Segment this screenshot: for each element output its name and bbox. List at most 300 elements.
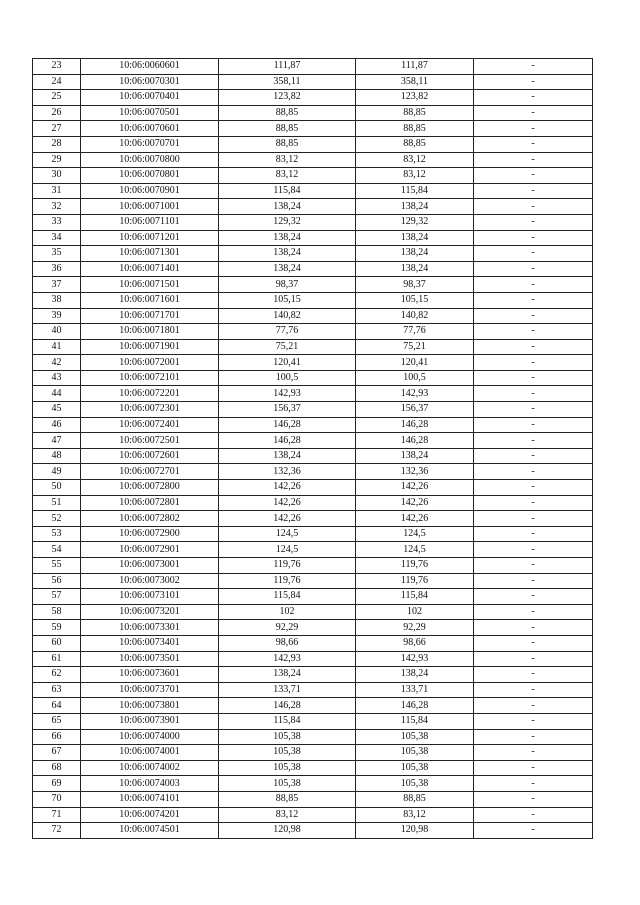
table-row (33, 698, 593, 714)
row-number-cell: 62 (33, 667, 81, 683)
row-number-cell: 46 (33, 417, 81, 433)
row-number-cell: 65 (33, 713, 81, 729)
row-number-cell: 43 (33, 370, 81, 386)
value-b-cell: 138,24 (356, 448, 474, 464)
row-number-cell: 42 (33, 355, 81, 371)
cadastral-code-cell: 10:06:0073901 (81, 713, 219, 729)
note-cell: - (474, 448, 593, 464)
cadastral-code-cell: 10:06:0074001 (81, 745, 219, 761)
value-b-cell: 83,12 (356, 168, 474, 184)
value-a-cell: 138,24 (219, 246, 356, 262)
note-cell: - (474, 433, 593, 449)
value-b-cell: 142,26 (356, 480, 474, 496)
value-a-cell: 133,71 (219, 682, 356, 698)
value-a-cell: 88,85 (219, 136, 356, 152)
value-b-cell: 115,84 (356, 589, 474, 605)
row-number-cell: 50 (33, 480, 81, 496)
row-number-cell: 36 (33, 261, 81, 277)
table-row (33, 682, 593, 698)
value-a-cell: 120,98 (219, 823, 356, 839)
note-cell: - (474, 464, 593, 480)
note-cell: - (474, 620, 593, 636)
cadastral-code-cell: 10:06:0073201 (81, 604, 219, 620)
table-row (33, 667, 593, 683)
value-b-cell: 83,12 (356, 152, 474, 168)
cadastral-code-cell: 10:06:0074501 (81, 823, 219, 839)
cadastral-code-cell: 10:06:0073701 (81, 682, 219, 698)
row-number-cell: 38 (33, 292, 81, 308)
row-number-cell: 48 (33, 448, 81, 464)
note-cell: - (474, 402, 593, 418)
note-cell: - (474, 495, 593, 511)
value-a-cell: 119,76 (219, 573, 356, 589)
table-row (33, 745, 593, 761)
value-a-cell: 83,12 (219, 168, 356, 184)
value-b-cell: 138,24 (356, 667, 474, 683)
value-a-cell: 88,85 (219, 791, 356, 807)
note-cell: - (474, 324, 593, 340)
row-number-cell: 25 (33, 90, 81, 106)
table-row (33, 589, 593, 605)
row-number-cell: 41 (33, 339, 81, 355)
value-a-cell: 142,93 (219, 386, 356, 402)
value-b-cell: 88,85 (356, 136, 474, 152)
cadastral-code-cell: 10:06:0072101 (81, 370, 219, 386)
note-cell: - (474, 214, 593, 230)
value-a-cell: 120,41 (219, 355, 356, 371)
value-a-cell: 146,28 (219, 698, 356, 714)
note-cell: - (474, 760, 593, 776)
cadastral-code-cell: 10:06:0073301 (81, 620, 219, 636)
note-cell: - (474, 776, 593, 792)
cadastral-code-cell: 10:06:0070501 (81, 105, 219, 121)
row-number-cell: 32 (33, 199, 81, 215)
cadastral-code-cell: 10:06:0072900 (81, 526, 219, 542)
cadastral-code-cell: 10:06:0072201 (81, 386, 219, 402)
cadastral-code-cell: 10:06:0074003 (81, 776, 219, 792)
row-number-cell: 67 (33, 745, 81, 761)
value-a-cell: 358,11 (219, 74, 356, 90)
value-b-cell: 142,93 (356, 651, 474, 667)
value-b-cell: 142,26 (356, 511, 474, 527)
value-b-cell: 119,76 (356, 558, 474, 574)
note-cell: - (474, 59, 593, 75)
row-number-cell: 51 (33, 495, 81, 511)
value-a-cell: 105,38 (219, 776, 356, 792)
value-a-cell: 88,85 (219, 121, 356, 137)
note-cell: - (474, 277, 593, 293)
value-b-cell: 146,28 (356, 417, 474, 433)
row-number-cell: 28 (33, 136, 81, 152)
row-number-cell: 35 (33, 246, 81, 262)
row-number-cell: 71 (33, 807, 81, 823)
cadastral-code-cell: 10:06:0072801 (81, 495, 219, 511)
table-row (33, 105, 593, 121)
value-a-cell: 83,12 (219, 807, 356, 823)
value-a-cell: 98,37 (219, 277, 356, 293)
value-a-cell: 105,38 (219, 745, 356, 761)
cadastral-code-cell: 10:06:0070601 (81, 121, 219, 137)
row-number-cell: 56 (33, 573, 81, 589)
note-cell: - (474, 791, 593, 807)
value-b-cell: 115,84 (356, 713, 474, 729)
value-b-cell: 133,71 (356, 682, 474, 698)
table-row (33, 261, 593, 277)
value-b-cell: 132,36 (356, 464, 474, 480)
row-number-cell: 23 (33, 59, 81, 75)
row-number-cell: 49 (33, 464, 81, 480)
value-b-cell: 111,87 (356, 59, 474, 75)
value-b-cell: 98,37 (356, 277, 474, 293)
cadastral-code-cell: 10:06:0071201 (81, 230, 219, 246)
table-row (33, 121, 593, 137)
value-b-cell: 102 (356, 604, 474, 620)
value-b-cell: 142,93 (356, 386, 474, 402)
value-b-cell: 119,76 (356, 573, 474, 589)
row-number-cell: 24 (33, 74, 81, 90)
note-cell: - (474, 339, 593, 355)
row-number-cell: 31 (33, 183, 81, 199)
table-row (33, 199, 593, 215)
table-row (33, 791, 593, 807)
note-cell: - (474, 386, 593, 402)
row-number-cell: 53 (33, 526, 81, 542)
cadastral-code-cell: 10:06:0073101 (81, 589, 219, 605)
value-b-cell: 83,12 (356, 807, 474, 823)
row-number-cell: 26 (33, 105, 81, 121)
row-number-cell: 52 (33, 511, 81, 527)
table-row (33, 448, 593, 464)
value-b-cell: 105,38 (356, 745, 474, 761)
table-row (33, 776, 593, 792)
note-cell: - (474, 589, 593, 605)
row-number-cell: 44 (33, 386, 81, 402)
cadastral-code-cell: 10:06:0073801 (81, 698, 219, 714)
value-a-cell: 102 (219, 604, 356, 620)
row-number-cell: 61 (33, 651, 81, 667)
cadastral-code-cell: 10:06:0074002 (81, 760, 219, 776)
value-a-cell: 132,36 (219, 464, 356, 480)
row-number-cell: 69 (33, 776, 81, 792)
value-a-cell: 75,21 (219, 339, 356, 355)
cadastral-code-cell: 10:06:0072301 (81, 402, 219, 418)
note-cell: - (474, 745, 593, 761)
table-row (33, 480, 593, 496)
cadastral-code-cell: 10:06:0071101 (81, 214, 219, 230)
row-number-cell: 66 (33, 729, 81, 745)
value-a-cell: 138,24 (219, 199, 356, 215)
value-b-cell: 115,84 (356, 183, 474, 199)
note-cell: - (474, 511, 593, 527)
table-row (33, 417, 593, 433)
note-cell: - (474, 667, 593, 683)
data-table (32, 58, 593, 839)
table-row (33, 526, 593, 542)
row-number-cell: 58 (33, 604, 81, 620)
value-b-cell: 138,24 (356, 230, 474, 246)
value-a-cell: 138,24 (219, 448, 356, 464)
cadastral-code-cell: 10:06:0073501 (81, 651, 219, 667)
value-a-cell: 115,84 (219, 183, 356, 199)
value-a-cell: 92,29 (219, 620, 356, 636)
value-b-cell: 98,66 (356, 635, 474, 651)
value-a-cell: 142,93 (219, 651, 356, 667)
cadastral-code-cell: 10:06:0073002 (81, 573, 219, 589)
cadastral-code-cell: 10:06:0070800 (81, 152, 219, 168)
table-row (33, 308, 593, 324)
cadastral-code-cell: 10:06:0071701 (81, 308, 219, 324)
note-cell: - (474, 199, 593, 215)
table-row (33, 168, 593, 184)
note-cell: - (474, 480, 593, 496)
row-number-cell: 40 (33, 324, 81, 340)
value-b-cell: 88,85 (356, 105, 474, 121)
table-row (33, 402, 593, 418)
value-a-cell: 77,76 (219, 324, 356, 340)
cadastral-code-cell: 10:06:0074101 (81, 791, 219, 807)
cadastral-code-cell: 10:06:0070701 (81, 136, 219, 152)
value-b-cell: 105,15 (356, 292, 474, 308)
value-a-cell: 105,38 (219, 760, 356, 776)
table-row (33, 324, 593, 340)
value-a-cell: 123,82 (219, 90, 356, 106)
value-a-cell: 105,15 (219, 292, 356, 308)
cadastral-code-cell: 10:06:0071901 (81, 339, 219, 355)
table-row (33, 760, 593, 776)
value-b-cell: 92,29 (356, 620, 474, 636)
cadastral-code-cell: 10:06:0072701 (81, 464, 219, 480)
row-number-cell: 45 (33, 402, 81, 418)
note-cell: - (474, 183, 593, 199)
value-b-cell: 124,5 (356, 526, 474, 542)
table-row (33, 230, 593, 246)
cadastral-code-cell: 10:06:0072901 (81, 542, 219, 558)
value-b-cell: 100,5 (356, 370, 474, 386)
table-row (33, 495, 593, 511)
note-cell: - (474, 573, 593, 589)
row-number-cell: 34 (33, 230, 81, 246)
cadastral-code-cell: 10:06:0071801 (81, 324, 219, 340)
table-row (33, 370, 593, 386)
row-number-cell: 68 (33, 760, 81, 776)
value-b-cell: 124,5 (356, 542, 474, 558)
row-number-cell: 33 (33, 214, 81, 230)
table-row (33, 214, 593, 230)
value-a-cell: 83,12 (219, 152, 356, 168)
note-cell: - (474, 558, 593, 574)
note-cell: - (474, 152, 593, 168)
value-a-cell: 142,26 (219, 480, 356, 496)
table-row (33, 90, 593, 106)
table-row (33, 355, 593, 371)
value-b-cell: 88,85 (356, 121, 474, 137)
note-cell: - (474, 526, 593, 542)
value-a-cell: 138,24 (219, 261, 356, 277)
row-number-cell: 70 (33, 791, 81, 807)
cadastral-code-cell: 10:06:0070301 (81, 74, 219, 90)
note-cell: - (474, 261, 593, 277)
row-number-cell: 37 (33, 277, 81, 293)
note-cell: - (474, 682, 593, 698)
value-b-cell: 156,37 (356, 402, 474, 418)
cadastral-code-cell: 10:06:0073601 (81, 667, 219, 683)
note-cell: - (474, 292, 593, 308)
value-a-cell: 138,24 (219, 230, 356, 246)
table-row (33, 277, 593, 293)
value-a-cell: 142,26 (219, 511, 356, 527)
table-row (33, 183, 593, 199)
table-row (33, 246, 593, 262)
table-row (33, 292, 593, 308)
note-cell: - (474, 90, 593, 106)
cadastral-code-cell: 10:06:0072800 (81, 480, 219, 496)
row-number-cell: 55 (33, 558, 81, 574)
row-number-cell: 57 (33, 589, 81, 605)
table-row (33, 464, 593, 480)
cadastral-code-cell: 10:06:0070801 (81, 168, 219, 184)
table-row (33, 729, 593, 745)
table-row (33, 713, 593, 729)
table-row (33, 59, 593, 75)
table-row (33, 807, 593, 823)
value-a-cell: 140,82 (219, 308, 356, 324)
table-row (33, 511, 593, 527)
value-a-cell: 124,5 (219, 526, 356, 542)
row-number-cell: 27 (33, 121, 81, 137)
value-b-cell: 105,38 (356, 729, 474, 745)
note-cell: - (474, 74, 593, 90)
note-cell: - (474, 230, 593, 246)
row-number-cell: 54 (33, 542, 81, 558)
row-number-cell: 39 (33, 308, 81, 324)
note-cell: - (474, 417, 593, 433)
cadastral-code-cell: 10:06:0071601 (81, 292, 219, 308)
row-number-cell: 59 (33, 620, 81, 636)
cadastral-code-cell: 10:06:0072001 (81, 355, 219, 371)
value-a-cell: 111,87 (219, 59, 356, 75)
table-row (33, 651, 593, 667)
note-cell: - (474, 698, 593, 714)
row-number-cell: 30 (33, 168, 81, 184)
note-cell: - (474, 713, 593, 729)
value-a-cell: 115,84 (219, 713, 356, 729)
value-b-cell: 75,21 (356, 339, 474, 355)
value-a-cell: 124,5 (219, 542, 356, 558)
row-number-cell: 63 (33, 682, 81, 698)
value-a-cell: 88,85 (219, 105, 356, 121)
value-a-cell: 98,66 (219, 635, 356, 651)
value-b-cell: 146,28 (356, 698, 474, 714)
cadastral-code-cell: 10:06:0074201 (81, 807, 219, 823)
table-row (33, 152, 593, 168)
table-row (33, 542, 593, 558)
note-cell: - (474, 308, 593, 324)
row-number-cell: 72 (33, 823, 81, 839)
value-b-cell: 123,82 (356, 90, 474, 106)
cadastral-code-cell: 10:06:0074000 (81, 729, 219, 745)
row-number-cell: 60 (33, 635, 81, 651)
cadastral-code-cell: 10:06:0060601 (81, 59, 219, 75)
value-b-cell: 358,11 (356, 74, 474, 90)
value-b-cell: 138,24 (356, 261, 474, 277)
table-row (33, 558, 593, 574)
note-cell: - (474, 635, 593, 651)
value-a-cell: 129,32 (219, 214, 356, 230)
value-b-cell: 146,28 (356, 433, 474, 449)
cadastral-code-cell: 10:06:0072802 (81, 511, 219, 527)
note-cell: - (474, 246, 593, 262)
note-cell: - (474, 807, 593, 823)
table-row (33, 823, 593, 839)
value-b-cell: 105,38 (356, 760, 474, 776)
note-cell: - (474, 121, 593, 137)
table-row (33, 136, 593, 152)
cadastral-code-cell: 10:06:0071501 (81, 277, 219, 293)
cadastral-code-cell: 10:06:0071301 (81, 246, 219, 262)
value-b-cell: 142,26 (356, 495, 474, 511)
value-b-cell: 129,32 (356, 214, 474, 230)
value-b-cell: 140,82 (356, 308, 474, 324)
note-cell: - (474, 542, 593, 558)
table-row (33, 339, 593, 355)
note-cell: - (474, 355, 593, 371)
note-cell: - (474, 105, 593, 121)
cadastral-code-cell: 10:06:0072501 (81, 433, 219, 449)
table-row (33, 604, 593, 620)
row-number-cell: 64 (33, 698, 81, 714)
value-b-cell: 88,85 (356, 791, 474, 807)
value-b-cell: 105,38 (356, 776, 474, 792)
cadastral-code-cell: 10:06:0071001 (81, 199, 219, 215)
table-row (33, 635, 593, 651)
note-cell: - (474, 136, 593, 152)
note-cell: - (474, 370, 593, 386)
table-row (33, 620, 593, 636)
table-row (33, 433, 593, 449)
cadastral-code-cell: 10:06:0071401 (81, 261, 219, 277)
table-row (33, 74, 593, 90)
value-a-cell: 156,37 (219, 402, 356, 418)
value-a-cell: 105,38 (219, 729, 356, 745)
value-b-cell: 138,24 (356, 246, 474, 262)
value-a-cell: 146,28 (219, 417, 356, 433)
note-cell: - (474, 168, 593, 184)
value-a-cell: 142,26 (219, 495, 356, 511)
cadastral-code-cell: 10:06:0070901 (81, 183, 219, 199)
note-cell: - (474, 604, 593, 620)
value-b-cell: 138,24 (356, 199, 474, 215)
cadastral-code-cell: 10:06:0072601 (81, 448, 219, 464)
cadastral-code-cell: 10:06:0073001 (81, 558, 219, 574)
cadastral-code-cell: 10:06:0070401 (81, 90, 219, 106)
row-number-cell: 47 (33, 433, 81, 449)
table-row (33, 573, 593, 589)
note-cell: - (474, 823, 593, 839)
value-a-cell: 100,5 (219, 370, 356, 386)
value-b-cell: 120,41 (356, 355, 474, 371)
note-cell: - (474, 729, 593, 745)
table-row (33, 386, 593, 402)
note-cell: - (474, 651, 593, 667)
value-a-cell: 146,28 (219, 433, 356, 449)
cadastral-code-cell: 10:06:0073401 (81, 635, 219, 651)
value-a-cell: 138,24 (219, 667, 356, 683)
value-a-cell: 119,76 (219, 558, 356, 574)
cadastral-code-cell: 10:06:0072401 (81, 417, 219, 433)
value-b-cell: 120,98 (356, 823, 474, 839)
value-a-cell: 115,84 (219, 589, 356, 605)
table-body (33, 59, 593, 839)
